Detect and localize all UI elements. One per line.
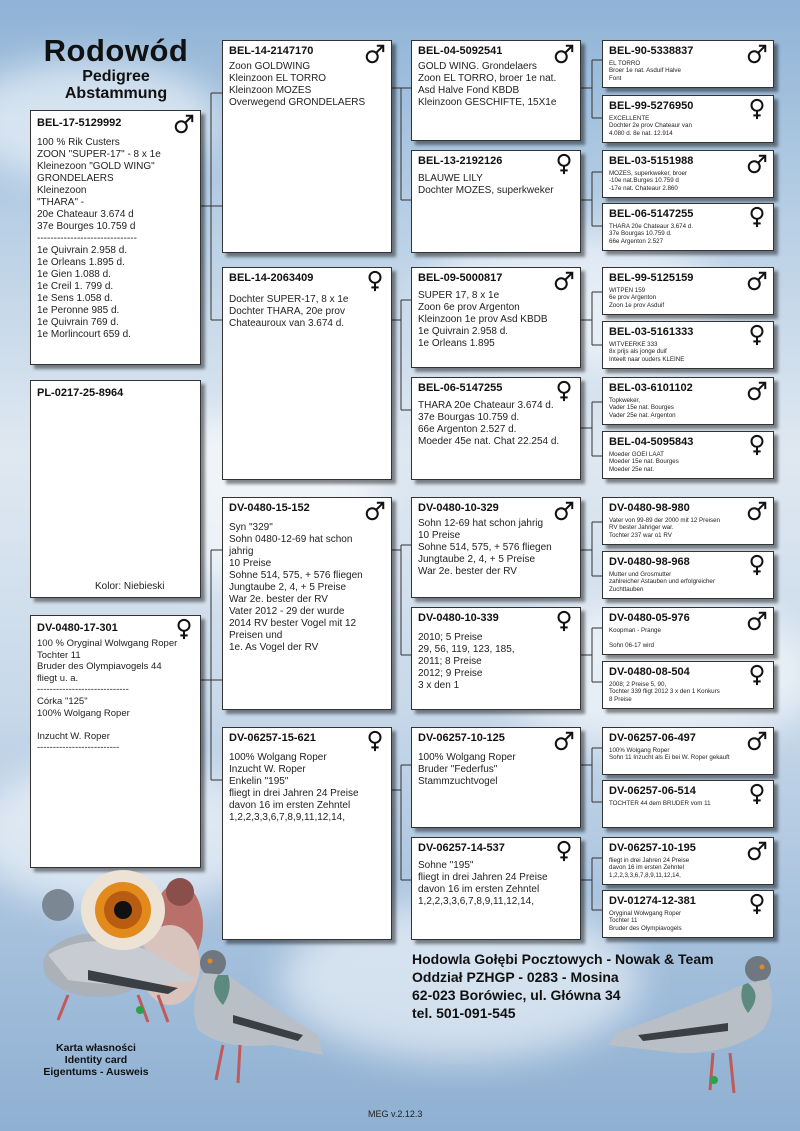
pigeon-info: 100% Wolgang Roper Bruder "Federfus" Stammzuchtvogel — [418, 752, 516, 787]
pigeon-info: fliegt in drei Jahren 24 Preise davon 16 im ersten Zehntel 1,2,2,3,3,6,7,8,9,11,12,14, — [609, 857, 690, 879]
pigeon-info: Topkweker, Vader 15e nat. Bourges Vader 25e nat. Argenton — [609, 397, 676, 419]
pigeon-illustration — [178, 935, 328, 1095]
ring-number: BEL-13-2192126 — [418, 155, 503, 167]
pigeon-info: 2008; 2 Preise 5, 90, Tochter 339 fligt 2012 3 x den 1 Konkurs 8 Preise — [609, 681, 720, 703]
female-symbol-icon — [173, 618, 195, 640]
pigeon-info: Moeder GOEI LAAT Moeder 15e nat. Bourges Moeder 25e nat. — [609, 451, 679, 473]
ring-number: BEL-14-2063409 — [229, 272, 314, 284]
color-label: Kolor: Niebieski — [95, 581, 165, 592]
ring-number: DV-0480-08-504 — [609, 666, 690, 678]
great-grandparent-card — [602, 203, 774, 251]
ring-number: DV-06257-10-125 — [418, 732, 505, 744]
ring-number: BEL-90-5338837 — [609, 45, 694, 57]
pigeon-info: 100% Wolgang Roper Inzucht W. Roper Enkelin "195" fliegt in drei Jahren 24 Preise davon 16 im ersten Zehntel 1,2,2,3,3,6,7,8,9,11,12,14, — [229, 752, 359, 823]
great-grandparent-card — [602, 780, 774, 828]
female-symbol-icon — [364, 270, 386, 292]
pigeon-info: Koopman - Prange Sohn 06-17 wird — [609, 627, 661, 649]
great-grandparent-card — [602, 890, 774, 938]
parent-card — [222, 40, 392, 253]
great-grandparent-card — [602, 95, 774, 143]
pigeon-info: Vater von 99-89 der 2000 mit 12 Preisen RV bester Jahriger war. Tochter 237 war o1 RV — [609, 517, 720, 539]
ring-number: BEL-99-5125159 — [609, 272, 694, 284]
page-subtitle-de: Abstammung — [64, 85, 168, 102]
pigeon-info: Mutter und Grosmutter zahlreicher Astauben und erfolgreicher Zuchttauben — [609, 571, 715, 593]
male-symbol-icon — [553, 270, 575, 292]
ring-number: DV-06257-15-621 — [229, 732, 316, 744]
ring-number: DV-0480-15-152 — [229, 502, 310, 514]
subject-pigeon-card — [30, 110, 201, 365]
female-symbol-icon — [553, 153, 575, 175]
male-symbol-icon — [553, 730, 575, 752]
ring-number: BEL-03-5151988 — [609, 155, 694, 167]
male-symbol-icon — [364, 500, 386, 522]
ring-number: BEL-09-5000817 — [418, 272, 503, 284]
breeder-name: Hodowla Gołębi Pocztowych - Nowak & Team — [412, 951, 714, 967]
parent-card — [222, 267, 392, 480]
card-label-pl: Karta własności — [56, 1042, 136, 1054]
ring-number: BEL-03-6101102 — [609, 382, 693, 394]
subject-ring-number: BEL-17-5129992 — [37, 117, 122, 129]
breeder-phone: tel. 501-091-545 — [412, 1005, 516, 1021]
pigeon-info: 100% Wolgang Roper Sohn 11 Inzucht als Ei bei W. Roper gekauft — [609, 747, 730, 762]
pigeon-info: Syn "329" Sohn 0480-12-69 hat schon jahrig 10 Preise Sohne 514, 575, + 576 fliegen Jungtaube 2, 4, + 5 Preise War 2e. bester der RV Vater 2012 - 29 der wurde 2014 RV bester Vogel mit 12 Preisen und 1e. As Vogel der RV — [229, 522, 363, 653]
ring-number: BEL-06-5147255 — [609, 208, 694, 220]
great-grandparent-card — [602, 607, 774, 655]
card-label-en: Identity card — [64, 1054, 128, 1066]
grandparent-card — [411, 727, 581, 828]
breeder-address: 62-023 Borówiec, ul. Główna 34 — [412, 987, 621, 1003]
great-grandparent-card — [602, 377, 774, 425]
mate-ring-number: DV-0480-17-301 — [37, 622, 118, 634]
ring-number: DV-0480-10-329 — [418, 502, 499, 514]
parent-card — [222, 497, 392, 710]
subject-info: 100 % Rik Custers ZOON "SUPER-17" - 8 x 1e Kleinezoon "GOLD WING" GRONDELAERS Kleinezoon "THARA" - 20e Chateaur 3.674 d 37e Bourges 10.759 d ------------------------------ 1e Quivrain 2.958 d. 1e Orleans 1.895 d. 1e Gien 1.088 d. 1e Creil 1. 799 d. 1e Sens 1.058 d. 1e Peronne 985 d. 1e Quivrain 769 d. 1e Morlincourt 659 d. — [37, 137, 161, 340]
grandparent-card — [411, 377, 581, 480]
pigeon-info: Dochter SUPER-17, 8 x 1e Dochter THARA, 20e prov Chateauroux van 3.674 d. — [229, 294, 349, 329]
ring-number: DV-0480-10-339 — [418, 612, 499, 624]
grandparent-card — [411, 267, 581, 368]
ring-number: DV-06257-06-514 — [609, 785, 696, 797]
pigeon-info: MOZES, superkweker, broer -10e nat.Burges 10.759 d -17e nat. Chateaur 2.860 — [609, 170, 688, 192]
great-grandparent-card — [602, 497, 774, 545]
ring-number: DV-06257-14-537 — [418, 842, 505, 854]
breeder-branch: Oddział PZHGP - 0283 - Mosina — [412, 969, 619, 985]
identity-ring-number: PL-0217-25-8964 — [37, 387, 124, 399]
ring-number: BEL-04-5092541 — [418, 45, 503, 57]
ring-number: DV-06257-10-195 — [609, 842, 696, 854]
pigeon-info: Sohne "195" fliegt in drei Jahren 24 Preise davon 16 im ersten Zehntel 1,2,2,3,3,6,7,8,9,11,12,14, — [418, 860, 548, 907]
page-subtitle-en: Pedigree — [82, 68, 150, 85]
ring-number: DV-0480-98-968 — [609, 556, 690, 568]
identity-card-label — [32, 1042, 160, 1078]
male-symbol-icon — [173, 113, 195, 135]
great-grandparent-card — [602, 551, 774, 599]
female-symbol-icon — [553, 840, 575, 862]
pigeon-info: SUPER 17, 8 x 1e Zoon 6e prov Argenton Kleinzoon 1e prov Asd KBDB 1e Quivrain 2.958 d. 1e Orleans 1.895 — [418, 290, 548, 349]
great-grandparent-card — [602, 40, 774, 88]
card-label-de: Eigentums - Ausweis — [43, 1066, 149, 1078]
pigeon-info: EXCELLENTE Dochter 2e prov Chateaur van 4.080 d. 8e nat. 12.914 — [609, 115, 692, 137]
ring-number: BEL-14-2147170 — [229, 45, 314, 57]
identity-card-box — [30, 380, 201, 598]
pigeon-info: THARA 20e Chateaur 3.674 d. 37e Bourgas 10.759 d. 66e Argenton 2.527 d. Moeder 45e nat. Chat 22.254 d. — [418, 400, 560, 447]
page-title: Rodowód — [43, 33, 189, 68]
pigeon-info: TOCHTER 44 dem BRUDER vom 11 — [609, 800, 711, 807]
grandparent-card — [411, 497, 581, 598]
great-grandparent-card — [602, 431, 774, 479]
pigeon-info: 2010; 5 Preise 29, 56, 119, 123, 185, 2011; 8 Preise 2012; 9 Preise 3 x den 1 — [418, 632, 515, 691]
pigeon-info: THARA 20e Chateaur 3.674 d. 37e Bourgas 10.759 d. 66e Argenton 2.527 — [609, 223, 693, 245]
great-grandparent-card — [602, 837, 774, 885]
pigeon-info: Sohn 12-69 hat schon jahrig 10 Preise Sohne 514, 575, + 576 fliegen Jungtaube 2, 4, + 5 Preise War 2e. bester der RV — [418, 518, 552, 577]
female-symbol-icon — [553, 610, 575, 632]
ring-number: BEL-03-5161333 — [609, 326, 694, 338]
mate-info: 100 % Oryginal Wolwgang Roper Tochter 11 Bruder des Olympiavogels 44 fliegt u. a. ----------------------------- Córka "125" 100% Wolgang Roper Inzucht W. Roper -------------------------- — [37, 638, 178, 754]
pigeon-info: Zoon GOLDWING Kleinzoon EL TORRO Kleinzoon MOZES Overwegend GRONDELAERS — [229, 61, 366, 108]
great-grandparent-card — [602, 727, 774, 775]
female-symbol-icon — [364, 730, 386, 752]
grandparent-card — [411, 150, 581, 253]
ring-number: DV-0480-05-976 — [609, 612, 690, 624]
pigeon-info: WITVEERKE 333 8x prijs als jonge duif Inteelt naar ouders KLEINE — [609, 341, 685, 363]
great-grandparent-card — [602, 321, 774, 369]
ring-number: BEL-99-5276950 — [609, 100, 694, 112]
great-grandparent-card — [602, 267, 774, 315]
pigeon-info: EL TORRO Broer 1e nat. Asduif Halve Font — [609, 60, 681, 82]
pigeon-info: Oryginal Wolwgang Roper Tochter 11 Bruder des Olympiavogels — [609, 910, 682, 932]
parent-card — [222, 727, 392, 940]
pigeon-info: WITPEN 159 6e prov Argenton Zoon 1e prov Asduif — [609, 287, 665, 309]
grandparent-card — [411, 40, 581, 141]
mate-pigeon-card — [30, 615, 201, 868]
ring-number: BEL-04-5095843 — [609, 436, 694, 448]
ring-number: BEL-06-5147255 — [418, 382, 503, 394]
grandparent-card — [411, 607, 581, 710]
version-label: MEG v.2.12.3 — [368, 1109, 423, 1119]
female-symbol-icon — [553, 380, 575, 402]
pigeon-illustration — [598, 945, 788, 1105]
ring-number: DV-01274-12-381 — [609, 895, 696, 907]
great-grandparent-card — [602, 661, 774, 709]
great-grandparent-card — [602, 150, 774, 198]
pigeon-info: GOLD WING. Grondelaers Zoon EL TORRO, broer 1e nat. Asd Halve Fond KBDB Kleinzoon GESCHIFTE, 15X1e — [418, 61, 557, 108]
grandparent-card — [411, 837, 581, 940]
ring-number: DV-06257-06-497 — [609, 732, 696, 744]
pigeon-info: BLAUWE LILY Dochter MOZES, superkweker — [418, 173, 554, 196]
ring-number: DV-0480-98-980 — [609, 502, 690, 514]
